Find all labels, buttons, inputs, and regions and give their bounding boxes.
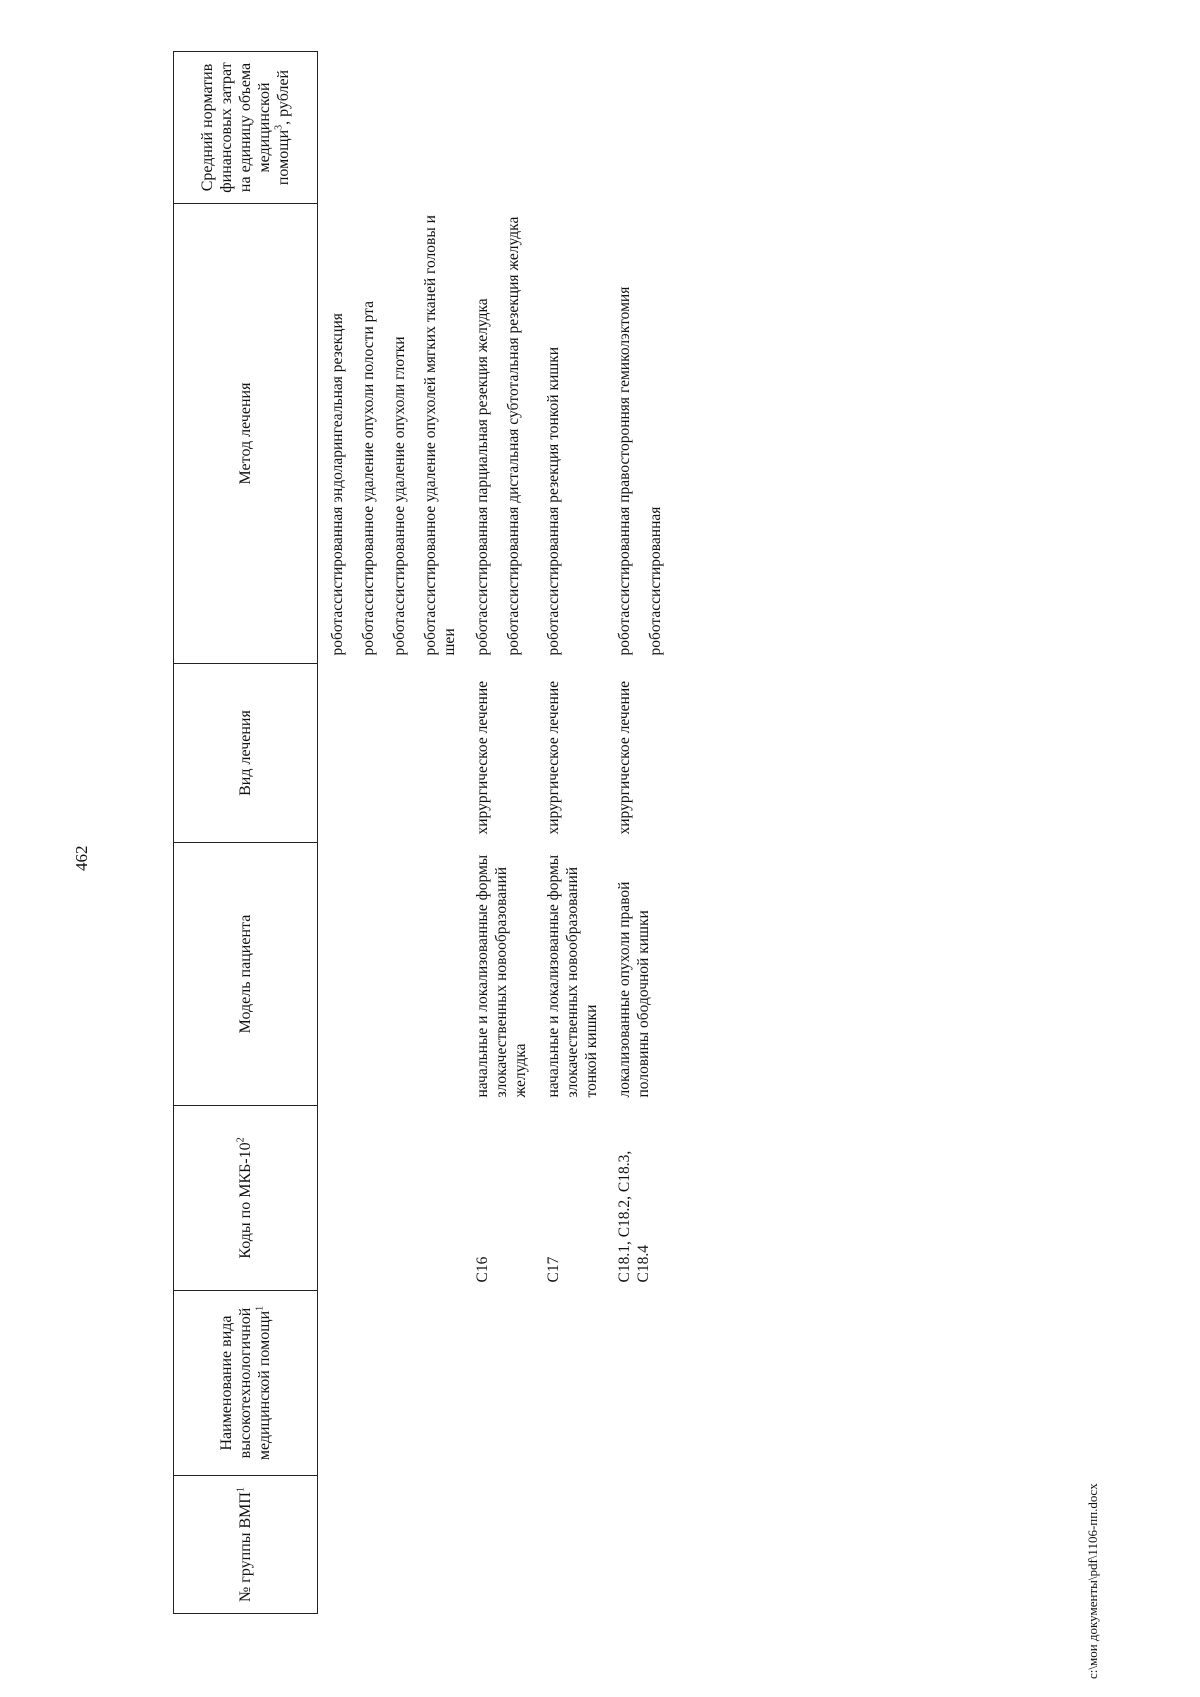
method-item: роботассистированная <box>647 506 664 656</box>
table-row <box>318 52 466 1614</box>
method-item: роботассистированная правосторонняя гемиколэктомия <box>616 286 633 656</box>
cell-methods <box>318 204 466 664</box>
cell-type-name <box>465 1291 536 1476</box>
table-header-row <box>174 52 318 1614</box>
header-cost: Средний норматив финансовых затрат на единицу объема медицинской помощи$^3$, рублей <box>174 52 318 204</box>
table-row <box>465 52 536 1614</box>
cell-treatment: хирургическое лечение <box>474 681 491 835</box>
cell-cost <box>607 52 671 204</box>
method-item: роботассистированная парциальная резекция желудка <box>474 298 491 656</box>
method-item: роботассистированное удаление опухоли полости рта <box>360 300 377 656</box>
cell-type-name <box>318 1291 466 1476</box>
method-item: роботассистированная эндоларингеальная резекция <box>329 313 346 656</box>
page-number: 462 <box>72 845 91 871</box>
cell-model: начальные и локализованные формы злокачественных новообразований желудка <box>474 854 529 1098</box>
cell-treatment: хирургическое лечение <box>545 681 562 835</box>
cell-codes: C16 <box>474 1256 491 1283</box>
vmp-table-wrapper <box>173 52 671 1614</box>
table-row <box>607 52 671 1614</box>
cell-methods <box>536 204 607 664</box>
cell-type-name <box>536 1291 607 1476</box>
header-patient-model: Модель пациента <box>174 843 318 1106</box>
method-item: роботассистированное удаление опухоли глотки <box>391 336 408 656</box>
cell-type-name <box>607 1291 671 1476</box>
file-path-footer: c:\мои документы\pdf\1106-пп.docx <box>1085 1483 1100 1679</box>
cell-group-no <box>465 1476 536 1614</box>
table-row <box>536 52 607 1614</box>
cell-group-no <box>536 1476 607 1614</box>
header-type-name: Наименование вида высокотехнологичной медицинской помощи$^1$ <box>174 1291 318 1476</box>
cell-codes: C17 <box>545 1256 562 1283</box>
cell-group-no <box>607 1476 671 1614</box>
method-item: роботассистированная резекция тонкой кишки <box>545 346 562 656</box>
cell-model <box>318 843 466 1106</box>
cell-model: начальные и локализованные формы злокачественных новообразований тонкой кишки <box>545 854 600 1098</box>
cell-codes <box>318 1106 466 1291</box>
cell-cost <box>536 52 607 204</box>
cell-model: локализованные опухоли правой половины ободочной кишки <box>616 881 652 1098</box>
header-icd-codes: Коды по МКБ-$10^2$ <box>174 1106 318 1291</box>
cell-group-no <box>318 1476 466 1614</box>
header-treatment-method: Метод лечения <box>174 204 318 664</box>
cell-cost <box>318 52 466 204</box>
cell-methods <box>465 204 536 664</box>
cell-codes: C18.1, C18.2, C18.3, C18.4 <box>616 1150 652 1283</box>
header-group-no: № группы ВМП$^1$ <box>174 1476 318 1614</box>
method-item: роботассистированное удаление опухолей мягких тканей головы и шеи <box>422 215 458 656</box>
header-treatment-type: Вид лечения <box>174 664 318 843</box>
cell-methods <box>607 204 671 664</box>
method-item: роботассистированная дистальная субтотальная резекция желудка <box>505 216 522 656</box>
cell-treatment: хирургическое лечение <box>616 681 633 835</box>
cell-cost <box>465 52 536 204</box>
cell-treatment <box>318 664 466 843</box>
vmp-table <box>173 51 671 1614</box>
